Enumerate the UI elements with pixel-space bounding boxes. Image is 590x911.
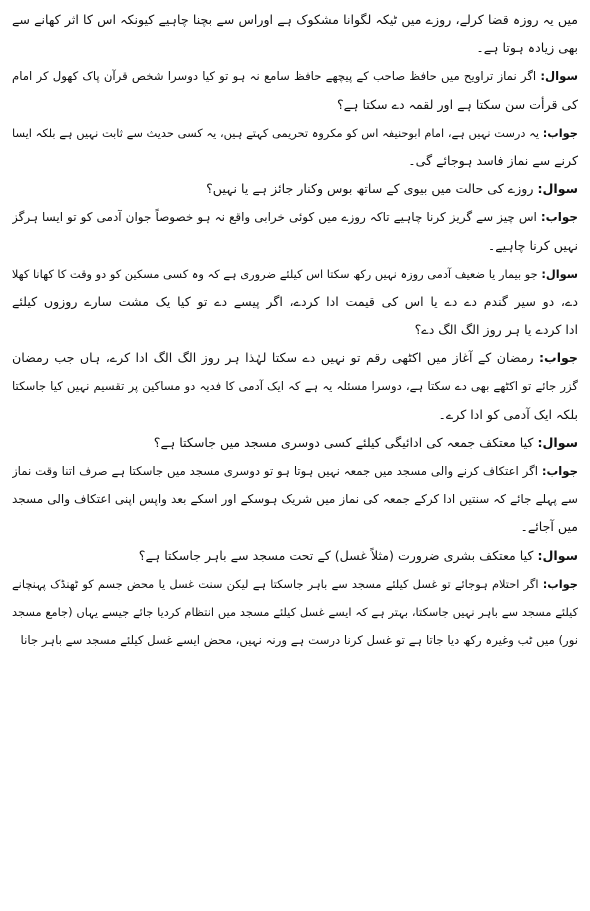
line-text: یہ درست نہیں ہے، امام ابوحنیفہ اس کو مکروہ تحریمی کہتے ہیں، یہ کسی حدیث سے ثابت نہیں ہے بلکہ ایسا xyxy=(12,125,540,140)
answer-block xyxy=(12,344,578,429)
question-block xyxy=(12,429,578,457)
question-block xyxy=(12,62,578,118)
line-text: جو بیمار یا ضعیف آدمی روزہ نہیں رکھ سکتا اس کیلئے ضروری ہے کہ وہ کسی مسکین کو دو وقت کا کھانا کھلا xyxy=(12,266,538,281)
question-block xyxy=(12,175,578,203)
text-line xyxy=(12,626,578,654)
line-text: روزے کی حالت میں بیوی کے ساتھ بوس وکنار جائز ہے یا نہیں؟ xyxy=(206,181,534,197)
text-line xyxy=(12,513,578,541)
answer-label: جواب: xyxy=(542,576,578,591)
text-line xyxy=(12,203,578,231)
line-text: اگر اعتکاف کرنے والی مسجد میں جمعہ نہیں ہوتا ہو تو دوسری مسجد میں جاسکتا ہے صرف اتنا وقت نماز xyxy=(12,464,538,478)
answer-block xyxy=(12,119,578,175)
text-line xyxy=(12,147,578,175)
question-block xyxy=(12,542,578,570)
answer-label: جواب: xyxy=(539,350,578,366)
text-line xyxy=(12,232,578,260)
text-line xyxy=(12,485,578,513)
line-text: کرنے سے نماز فاسد ہوجائے گی۔ xyxy=(408,152,578,168)
line-text: کیا معتکف بشری ضرورت (مثلاً غسل) کے تحت مسجد سے باہر جاسکتا ہے؟ xyxy=(138,547,534,563)
text-line xyxy=(12,401,578,429)
text-line xyxy=(12,570,578,598)
text-line xyxy=(12,344,578,372)
text-line xyxy=(12,62,578,90)
line-text: ادا کردے یا ہر روز الگ الگ دے؟ xyxy=(414,322,578,338)
text-line xyxy=(12,542,578,570)
answer-label: جواب: xyxy=(542,125,578,140)
answer-label: جواب: xyxy=(540,210,578,225)
question-label: سوال: xyxy=(537,434,578,450)
text-line xyxy=(12,175,578,203)
line-text: سے پہلے جائے کہ سنتیں ادا کرکے جمعہ کی نماز میں شریک ہوسکے اور اسکے بعد واپس اپنی اعتکاف والی مسجد xyxy=(12,492,578,507)
line-text: میں آجائے۔ xyxy=(520,519,578,535)
paragraph-continuation xyxy=(12,6,578,62)
line-text: اس چیز سے گریز کرنا چاہیے تاکہ روزے میں کوئی خرابی واقع نہ ہو خصوصاً جوان آدمی کو تو ایسا ہرگز xyxy=(12,210,537,225)
line-text: کیا معتکف جمعہ کی ادائیگی کیلئے کسی دوسری مسجد میں جاسکتا ہے؟ xyxy=(153,434,534,450)
answer-label: جواب: xyxy=(541,464,578,478)
question-label: سوال: xyxy=(537,181,578,197)
line-text: رمضان کے آغاز میں اکٹھی رقم تو نہیں دے سکتا لہٰذا ہر روز الگ الگ ادا کرے، ہاں جب رمضان xyxy=(12,350,534,366)
text-line xyxy=(12,119,578,147)
text-line xyxy=(12,372,578,400)
line-text: میں یہ روزہ قضا کرلے، روزے میں ٹیکہ لگوانا مشکوک ہے اوراس سے بچنا چاہیے کیونکہ اس کا اثر کھانے سے xyxy=(12,12,578,27)
answer-block xyxy=(12,570,578,655)
answer-block xyxy=(12,203,578,259)
answer-block xyxy=(12,457,578,542)
line-text: گزر جائے تو اکٹھے بھی دے سکتا ہے، دوسرا مسئلہ یہ ہے کہ ایک آدمی کا فدیہ دو مساکین پر تقسیم نہیں کیا جاسکتا xyxy=(12,379,578,394)
text-line xyxy=(12,316,578,344)
question-label: سوال: xyxy=(541,266,578,281)
line-text: نور) میں ٹب وغیرہ رکھ دیا جاتا ہے تو غسل کرنا درست ہے ورنہ نہیں، محض ایسے غسل کیلئے مسجد سے باہر جانا xyxy=(20,633,578,648)
line-text: دے، دو سیر گندم دے دے یا اس کی قیمت ادا کردے، اگر پیسے دے تو کیا یک مشت سارے روزوں کیلئے xyxy=(12,293,578,309)
document-body xyxy=(12,6,578,654)
text-line xyxy=(12,598,578,626)
line-text: اگر نماز تراویح میں حافظ صاحب کے پیچھے حافظ سامع نہ ہو تو کیا دوسرا شخص قرآن پاک کھول کر امام xyxy=(12,69,537,84)
question-label: سوال: xyxy=(540,69,578,84)
line-text: بھی زیادہ ہوتا ہے۔ xyxy=(476,40,578,56)
text-line xyxy=(12,6,578,34)
text-line xyxy=(12,91,578,119)
text-line xyxy=(12,429,578,457)
document-page xyxy=(12,6,578,906)
text-line xyxy=(12,260,578,288)
line-text: کی قرأت سن سکتا ہے اور لقمہ دے سکتا ہے؟ xyxy=(337,96,578,112)
line-text: کیلئے مسجد سے باہر نہیں جاسکتا، بہتر ہے کہ ایسے غسل کیلئے مسجد میں انتظام کردیا جائے جیسے یہاں (جامع مسجد xyxy=(12,604,578,619)
line-text: بلکہ ایک آدمی کو ادا کرے۔ xyxy=(438,406,578,422)
line-text: نہیں کرنا چاہیے۔ xyxy=(487,237,578,253)
question-block xyxy=(12,260,578,345)
text-line xyxy=(12,34,578,62)
text-line xyxy=(12,457,578,485)
question-label: سوال: xyxy=(537,547,578,563)
line-text: اگر احتلام ہوجائے تو غسل کیلئے مسجد سے باہر جاسکتا ہے لیکن سنت غسل یا محض جسم کو ٹھنڈک پہنچانے xyxy=(12,576,539,591)
text-line xyxy=(12,288,578,316)
